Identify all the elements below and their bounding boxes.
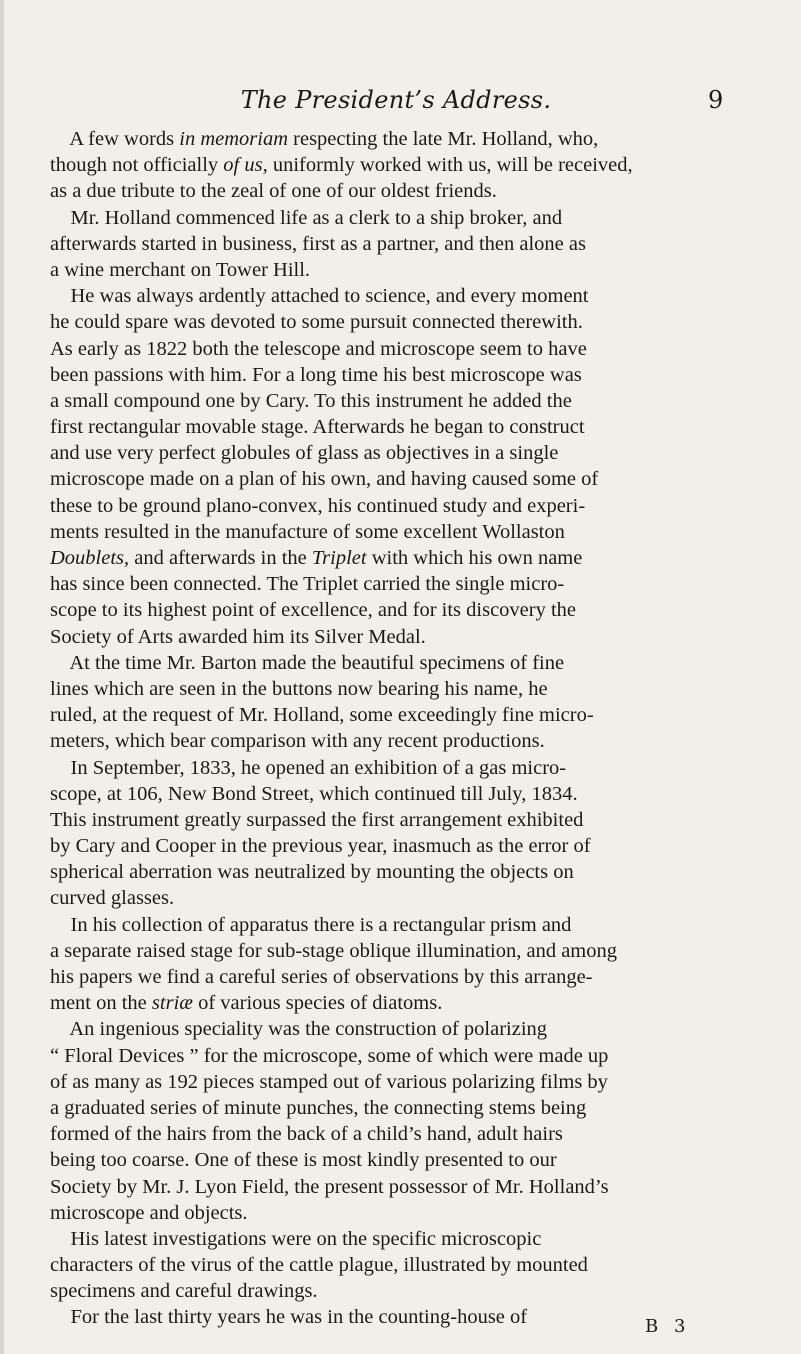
text-segment: by Cary and Cooper in the previous year, inasmuch as the error of <box>50 835 591 858</box>
text-segment: curved glasses. <box>50 887 175 910</box>
text-line <box>50 885 718 911</box>
text-segment: microscope and objects. <box>50 1201 248 1224</box>
text-segment: of various species of diatoms. <box>192 992 443 1015</box>
text-line <box>50 205 718 231</box>
italic-text: striæ <box>151 992 193 1015</box>
italic-text: of us, <box>223 154 268 177</box>
text-line <box>50 388 718 414</box>
text-segment: A few words <box>50 128 180 150</box>
text-segment: Society of Arts awarded him its Silver Medal. <box>50 625 426 648</box>
text-segment: being too coarse. One of these is most kindly presented to our <box>50 1149 557 1172</box>
text-line <box>50 1043 718 1069</box>
text-line <box>50 1147 718 1173</box>
text-segment: meters, which bear comparison with any recent productions. <box>50 730 545 753</box>
text-line <box>50 126 718 152</box>
text-segment: specimens and careful drawings. <box>50 1280 318 1303</box>
body-text <box>50 126 718 1331</box>
text-segment: ments resulted in the manufacture of some excellent Wollaston <box>50 520 565 543</box>
text-line <box>50 912 718 938</box>
text-segment: a small compound one by Cary. To this instrument he added the <box>50 389 572 412</box>
text-line <box>50 309 718 335</box>
text-segment: has since been connected. The Triplet carried the single micro- <box>50 573 565 596</box>
text-segment: ruled, at the request of Mr. Holland, some exceedingly fine micro- <box>50 704 594 727</box>
text-segment: uniformly worked with us, will be received, <box>267 154 633 177</box>
text-segment: In his collection of apparatus there is a rectangular prism and <box>50 913 572 936</box>
text-line <box>50 571 718 597</box>
text-segment: scope, at 106, New Bond Street, which continued till July, 1834. <box>50 782 578 805</box>
text-segment: microscope made on a plan of his own, and having caused some of <box>50 468 599 491</box>
text-segment: spherical aberration was neutralized by mounting the objects on <box>50 861 574 884</box>
text-line <box>50 493 718 519</box>
text-line <box>50 1121 718 1147</box>
text-line <box>50 440 718 466</box>
text-segment: “ Floral Devices ” for the microscope, some of which were made up <box>50 1044 609 1067</box>
text-segment: Mr. Holland commenced life as a clerk to a ship broker, and <box>50 206 563 229</box>
text-line <box>50 781 718 807</box>
text-segment: An ingenious speciality was the construction of polarizing <box>50 1018 548 1041</box>
text-segment: a wine merchant on Tower Hill. <box>50 258 311 281</box>
text-line <box>50 178 718 204</box>
text-segment: characters of the virus of the cattle plague, illustrated by mounted <box>50 1254 588 1277</box>
text-line <box>50 336 718 362</box>
text-segment: respecting the late Mr. Holland, who, <box>288 128 599 150</box>
text-segment: he could spare was devoted to some pursuit connected therewith. <box>50 311 583 334</box>
text-line <box>50 1252 718 1278</box>
text-line <box>50 833 718 859</box>
text-segment: with which his own name <box>366 547 583 569</box>
text-segment: though not officially <box>50 154 224 177</box>
text-segment: ment on the <box>50 992 152 1015</box>
text-line <box>50 231 718 257</box>
text-line <box>50 545 718 571</box>
text-line <box>50 414 718 440</box>
text-segment: Society by Mr. J. Lyon Field, the present possessor of Mr. Holland’s <box>50 1175 609 1198</box>
text-line <box>50 1095 718 1121</box>
italic-text: Doublets, <box>50 547 130 569</box>
text-line <box>50 1069 718 1095</box>
italic-text: in memoriam <box>179 128 289 150</box>
text-line <box>50 1174 718 1200</box>
text-line <box>50 755 718 781</box>
text-segment: and use very perfect globules of glass as objectives in a single <box>50 442 559 465</box>
scan-edge <box>0 0 4 1354</box>
text-segment: as a due tribute to the zeal of one of our oldest friends. <box>50 180 497 203</box>
text-line <box>50 624 718 650</box>
text-segment: afterwards started in business, first as a partner, and then alone as <box>50 232 586 255</box>
text-line <box>50 362 718 388</box>
text-segment: his papers we find a careful series of observations by this arrange- <box>50 966 593 988</box>
text-line <box>50 519 718 545</box>
text-segment: scope to its highest point of excellence, and for its discovery the <box>50 599 577 622</box>
text-line <box>50 938 718 964</box>
text-segment: For the last thirty years he was in the counting-house of <box>50 1306 528 1329</box>
text-segment: these to be ground plano-convex, his continued study and experi- <box>50 494 586 517</box>
text-line <box>50 702 718 728</box>
text-segment: of as many as 192 pieces stamped out of various polarizing films by <box>50 1070 608 1093</box>
text-line <box>50 283 718 309</box>
text-line <box>50 466 718 492</box>
text-line <box>50 964 718 990</box>
text-line <box>50 859 718 885</box>
text-line <box>50 1304 718 1330</box>
text-segment: a graduated series of minute punches, the connecting stems being <box>50 1096 587 1119</box>
page-number: 9 <box>708 86 724 114</box>
text-segment: and afterwards in the <box>129 547 312 569</box>
text-line <box>50 990 718 1016</box>
text-segment: first rectangular movable stage. Afterwards he began to construct <box>50 416 585 439</box>
text-line <box>50 728 718 754</box>
text-line <box>50 807 718 833</box>
text-segment: been passions with him. For a long time his best microscope was <box>50 363 582 386</box>
text-line <box>50 257 718 283</box>
italic-text: Triplet <box>311 547 367 569</box>
signature-mark: B 3 <box>645 1316 691 1337</box>
text-segment: lines which are seen in the buttons now bearing his name, he <box>50 677 548 700</box>
text-segment: As early as 1822 both the telescope and microscope seem to have <box>50 337 587 360</box>
text-line <box>50 650 718 676</box>
text-segment: a separate raised stage for sub-stage oblique illumination, and among <box>50 939 617 962</box>
text-segment: This instrument greatly surpassed the first arrangement exhibited <box>50 808 584 831</box>
text-segment: formed of the hairs from the back of a child’s hand, adult hairs <box>50 1123 563 1146</box>
text-line <box>50 597 718 623</box>
text-line <box>50 1016 718 1042</box>
text-line <box>50 1226 718 1252</box>
text-segment: At the time Mr. Barton made the beautiful specimens of fine <box>50 651 565 674</box>
running-head: The President’s Address. <box>240 86 552 114</box>
text-segment: His latest investigations were on the specific microscopic <box>50 1227 542 1250</box>
text-line <box>50 1200 718 1226</box>
text-segment: He was always ardently attached to science, and every moment <box>50 285 589 308</box>
text-line <box>50 676 718 702</box>
text-line <box>50 1278 718 1304</box>
text-line <box>50 152 718 178</box>
text-segment: In September, 1833, he opened an exhibition of a gas micro- <box>50 756 567 779</box>
